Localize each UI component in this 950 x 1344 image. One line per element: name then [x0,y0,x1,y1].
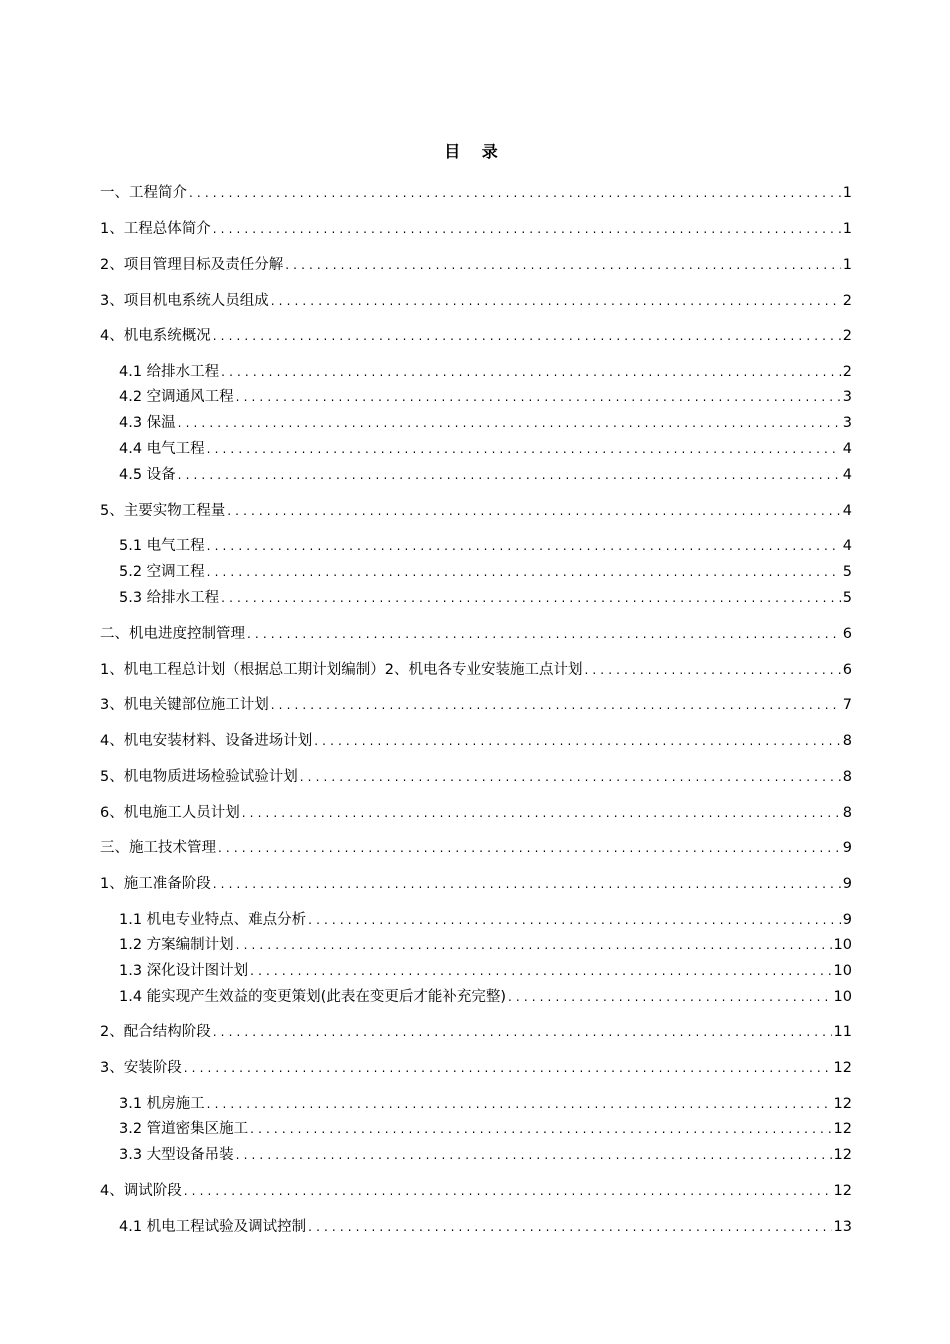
toc-entry-page-number: 2 [842,364,852,380]
toc-entry-label: 1、施工准备阶段 [100,876,211,892]
toc-entry-page-number: 11 [833,1024,852,1040]
toc-entry-label: 1.3 深化设计图计划 [119,963,249,979]
toc-entry[interactable] [100,694,852,716]
toc-entry-page-number: 6 [842,626,852,642]
toc-entry[interactable] [119,412,852,434]
toc-dot-leader [207,1093,832,1115]
toc-entry-label: 1.4 能实现产生效益的变更策划(此表在变更后才能补充完整) [119,989,506,1005]
toc-entry-label: 4.2 空调通风工程 [119,389,234,405]
toc-entry-page-number: 9 [842,876,852,892]
toc-entry[interactable] [100,218,852,240]
toc-entry[interactable] [119,561,852,583]
toc-dot-leader [300,766,841,788]
toc-entry-label: 5.2 空调工程 [119,564,205,580]
toc-entry-label: 5.3 给排水工程 [119,590,220,606]
toc-entry[interactable] [100,1057,852,1079]
toc-dot-leader [184,1057,832,1079]
toc-entry[interactable] [100,766,852,788]
toc-dot-leader [247,623,841,645]
toc-entry[interactable] [100,837,852,859]
toc-entry-label: 一、工程简介 [100,185,187,201]
toc-entry-label: 4.5 设备 [119,467,176,483]
toc-entry-page-number: 1 [842,221,852,237]
toc-dot-leader [271,694,841,716]
toc-entry-page-number: 4 [842,538,852,554]
toc-entry-label: 4、机电安装材料、设备进场计划 [100,733,313,749]
toc-entry-label: 6、机电施工人员计划 [100,805,240,821]
toc-entry[interactable] [119,1093,852,1115]
toc-entry-label: 3、安装阶段 [100,1060,182,1076]
toc-entry[interactable] [100,873,852,895]
toc-entry-page-number: 2 [842,328,852,344]
toc-entry-page-number: 2 [842,293,852,309]
toc-entry-label: 2、项目管理目标及责任分解 [100,257,284,273]
toc-entry[interactable] [119,1216,852,1238]
toc-entry-label: 4.1 给排水工程 [119,364,220,380]
toc-dot-leader [207,438,841,460]
toc-dot-leader [207,535,841,557]
toc-entry[interactable] [100,730,852,752]
toc-dot-leader [584,659,840,681]
toc-entry-label: 3.1 机房施工 [119,1096,205,1112]
toc-entry-page-number: 10 [833,937,852,953]
toc-entry-page-number: 8 [842,805,852,821]
toc-dot-leader [236,386,841,408]
toc-entry[interactable] [119,960,852,982]
toc-entry[interactable] [119,986,852,1008]
toc-dot-leader [189,182,841,204]
toc-entry-page-number: 7 [842,697,852,713]
toc-entry-page-number: 5 [842,564,852,580]
toc-dot-leader [236,1144,832,1166]
toc-entry-page-number: 9 [842,840,852,856]
toc-entry-label: 3.3 大型设备吊装 [119,1147,234,1163]
toc-dot-leader [308,1216,831,1238]
toc-entry[interactable] [100,659,852,681]
toc-entry-label: 5.1 电气工程 [119,538,205,554]
toc-entry[interactable] [119,464,852,486]
toc-entry-label: 3.2 管道密集区施工 [119,1121,249,1137]
toc-entry-page-number: 4 [842,503,852,519]
toc-dot-leader [207,561,841,583]
toc-dot-leader [271,290,841,312]
toc-entry[interactable] [100,182,852,204]
toc-entry-page-number: 12 [833,1096,852,1112]
toc-entry[interactable] [119,909,852,931]
toc-dot-leader [242,802,841,824]
toc-entry-label: 1、机电工程总计划（根据总工期计划编制）2、机电各专业安装施工点计划 [100,662,583,678]
toc-entry-page-number: 3 [842,389,852,405]
toc-dot-leader [213,325,841,347]
toc-entry-page-number: 1 [842,185,852,201]
toc-entry-page-number: 12 [833,1183,852,1199]
toc-entry-page-number: 12 [833,1147,852,1163]
toc-dot-leader [213,873,841,895]
toc-entry[interactable] [119,587,852,609]
toc-entry-label: 1.2 方案编制计划 [119,937,234,953]
toc-dot-leader [178,412,841,434]
toc-entry-label: 2、配合结构阶段 [100,1024,211,1040]
toc-entry[interactable] [100,500,852,522]
toc-entry[interactable] [100,325,852,347]
toc-dot-leader [236,934,832,956]
toc-entry-label: 4.1 机电工程试验及调试控制 [119,1219,307,1235]
toc-entry-page-number: 5 [842,590,852,606]
toc-entry[interactable] [100,290,852,312]
toc-dot-leader [221,361,841,383]
toc-entry-label: 4、调试阶段 [100,1183,182,1199]
toc-entry-label: 3、机电关键部位施工计划 [100,697,269,713]
toc-dot-leader [178,464,841,486]
toc-entry[interactable] [100,623,852,645]
toc-entry[interactable] [119,438,852,460]
toc-dot-leader [221,587,841,609]
toc-entry[interactable] [119,361,852,383]
toc-dot-leader [285,254,841,276]
toc-entry[interactable] [100,802,852,824]
toc-entry-page-number: 13 [833,1219,852,1235]
toc-entry-label: 4.4 电气工程 [119,441,205,457]
toc-entry[interactable] [119,1118,852,1140]
toc-entry-page-number: 1 [842,257,852,273]
toc-entry-page-number: 4 [842,467,852,483]
toc-dot-leader [308,909,841,931]
toc-entry[interactable] [100,1180,852,1202]
toc-entry-label: 1、工程总体简介 [100,221,211,237]
toc-entry-page-number: 6 [842,662,852,678]
toc-entry-page-number: 12 [833,1121,852,1137]
toc-dot-leader [218,837,841,859]
toc-entry-label: 4、机电系统概况 [100,328,211,344]
toc-entry-label: 1.1 机电专业特点、难点分析 [119,912,307,928]
toc-entry-label: 3、项目机电系统人员组成 [100,293,269,309]
toc-entry-page-number: 3 [842,415,852,431]
toc-entry-page-number: 4 [842,441,852,457]
toc-entry-page-number: 9 [842,912,852,928]
toc-dot-leader [227,500,841,522]
page-title: 目 录 [444,142,506,161]
toc-entry-page-number: 8 [842,733,852,749]
toc-entry-page-number: 10 [833,989,852,1005]
toc-dot-leader [250,1118,831,1140]
toc-entry-label: 5、机电物质进场检验试验计划 [100,769,298,785]
toc-dot-leader [213,218,841,240]
toc-entry[interactable] [119,386,852,408]
toc-entry[interactable] [119,535,852,557]
toc-dot-leader [213,1021,832,1043]
toc-dot-leader [184,1180,832,1202]
toc-entry-label: 二、机电进度控制管理 [100,626,245,642]
toc-entry-label: 5、主要实物工程量 [100,503,226,519]
toc-entry[interactable] [100,1021,852,1043]
toc-entry[interactable] [119,934,852,956]
toc-dot-leader [314,730,841,752]
toc-entry[interactable] [119,1144,852,1166]
toc-entry[interactable] [100,254,852,276]
toc-dot-leader [508,986,832,1008]
toc-entry-page-number: 8 [842,769,852,785]
toc-dot-leader [250,960,831,982]
toc-entry-label: 4.3 保温 [119,415,176,431]
toc-entry-page-number: 10 [833,963,852,979]
toc-entry-page-number: 12 [833,1060,852,1076]
toc-entry-label: 三、施工技术管理 [100,840,216,856]
